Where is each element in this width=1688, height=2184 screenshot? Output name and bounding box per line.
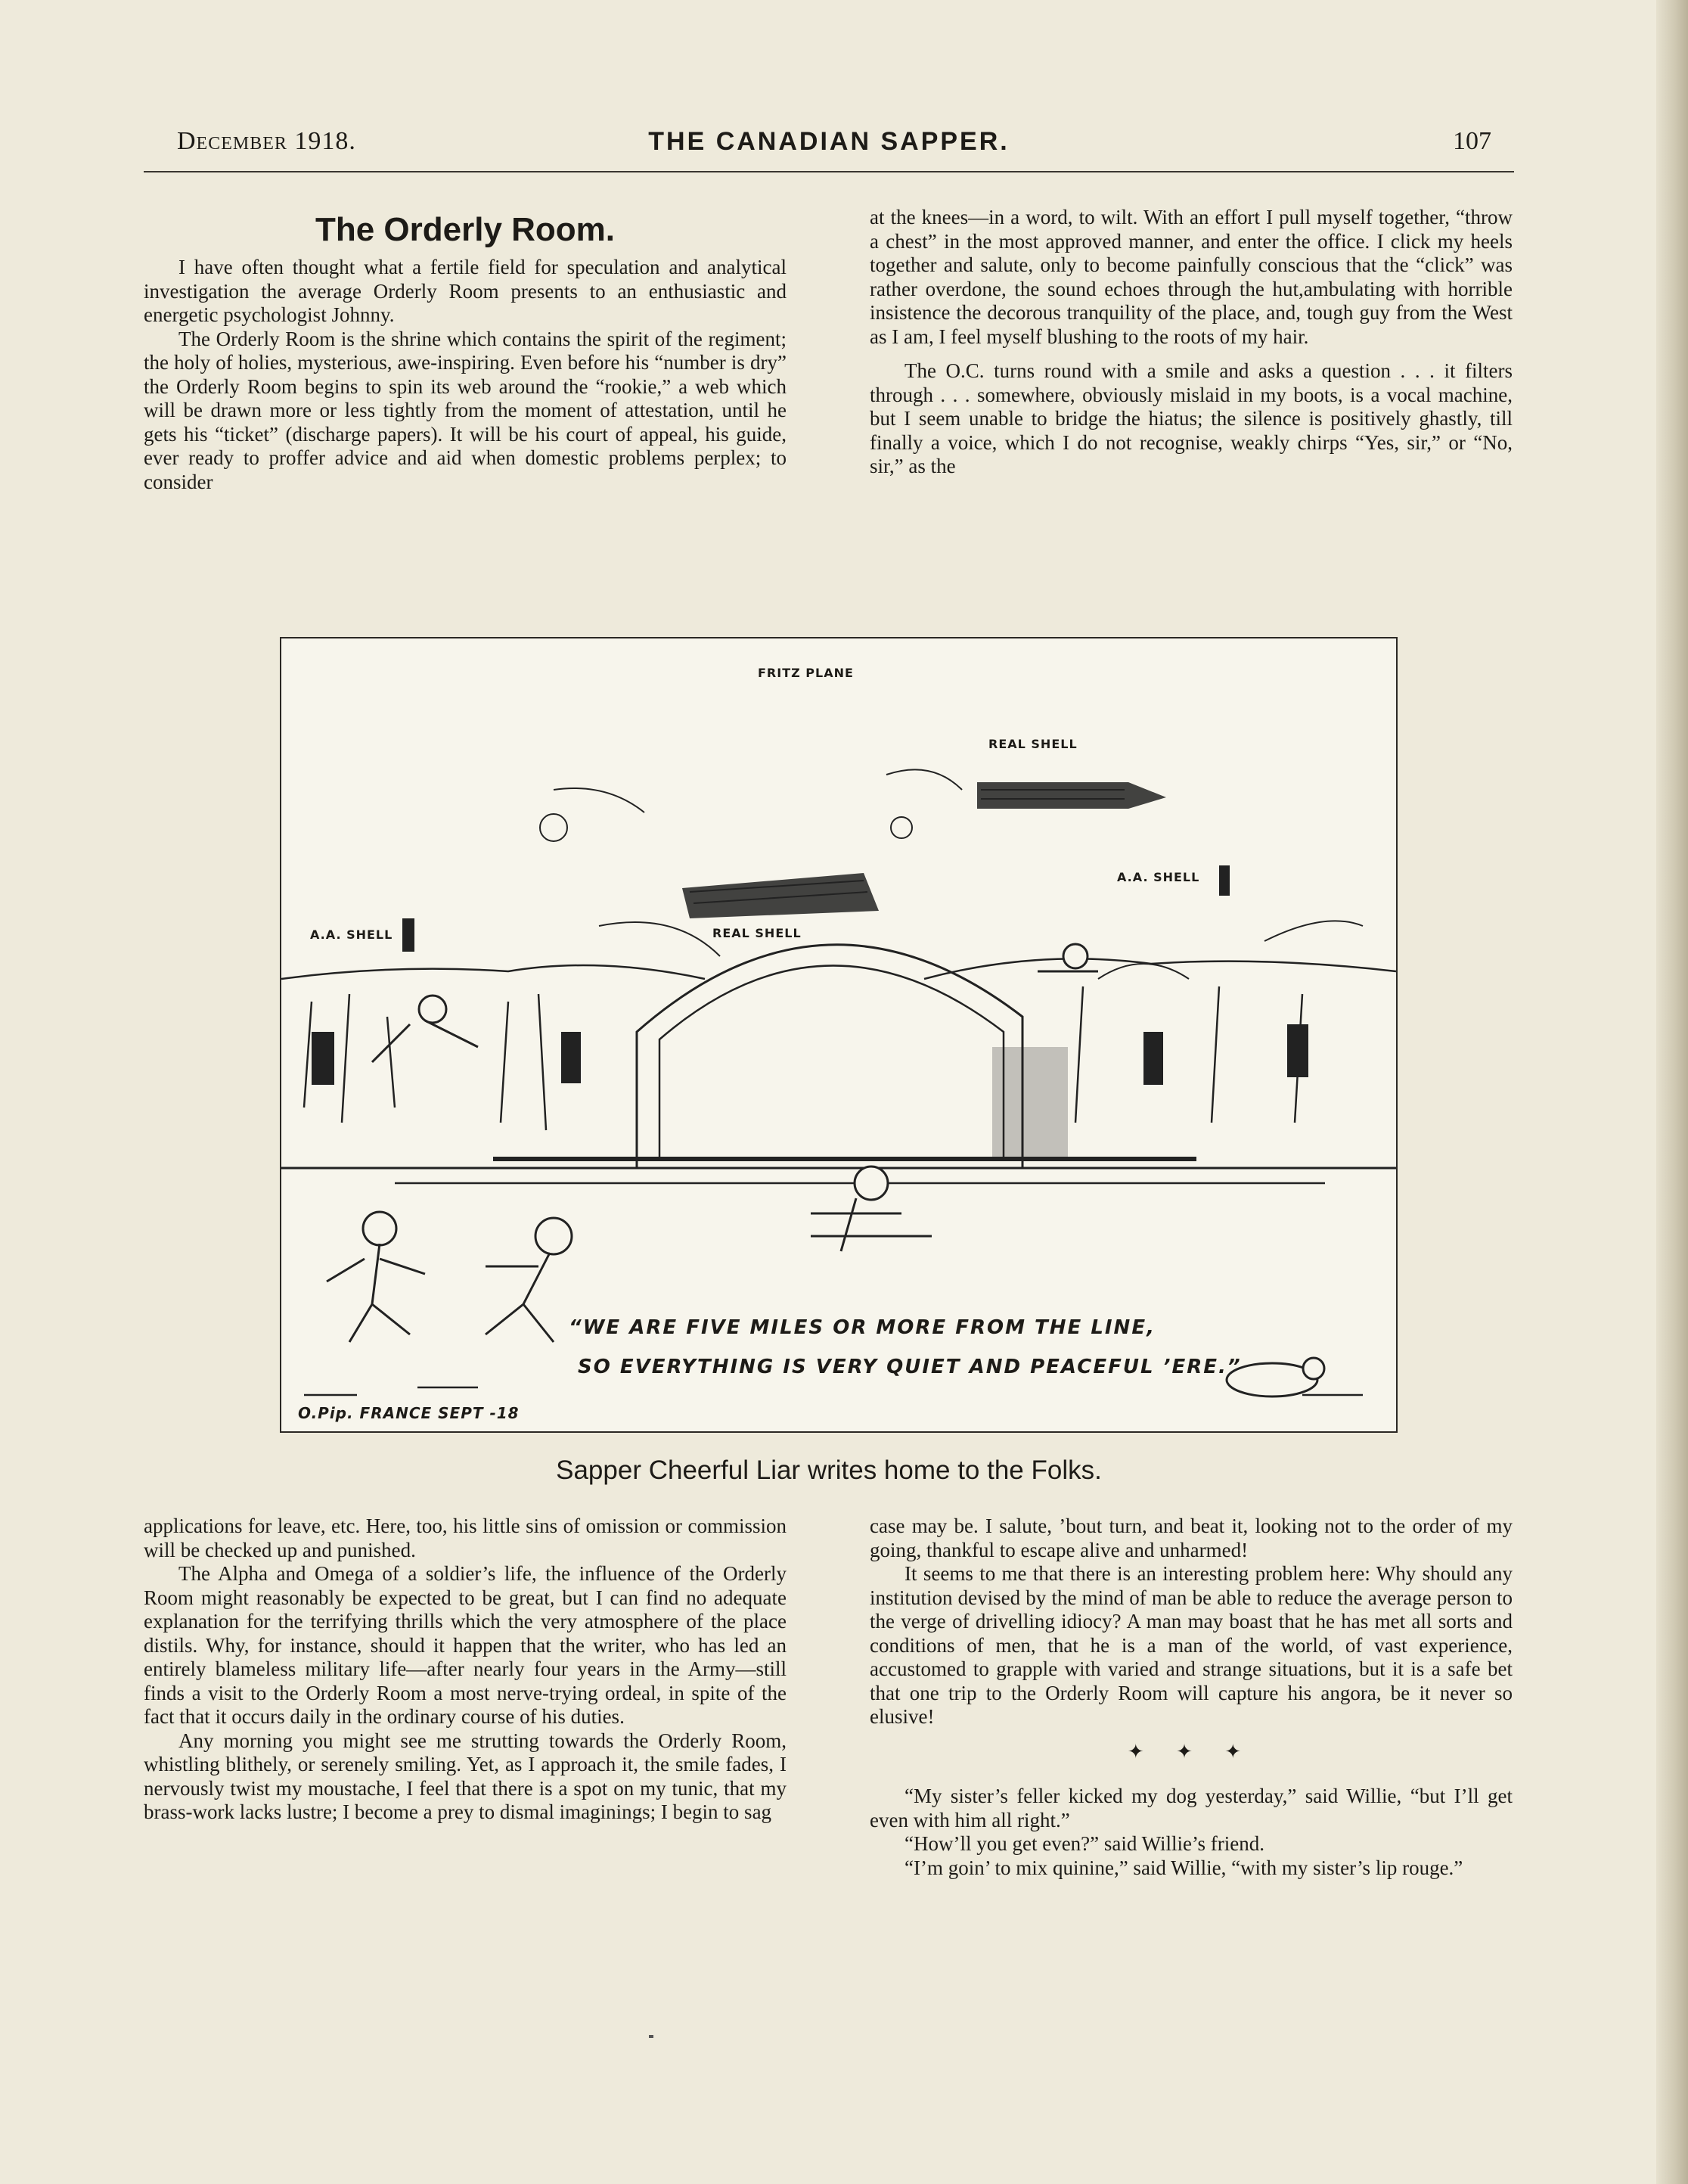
- page-number: 107: [1453, 127, 1491, 155]
- paragraph: The Alpha and Omega of a soldier’s life, the influence of the Orderly Room might reasonably be expected to be great, but I can find no adequate explanation for the terrifying thrills which the very atmosphere of the place distils. Why, for instance, should it happen that the writer, who has led an entirely blameless military life—after nearly four years in the Army—still finds a visit to the Orderly Room a most nerve-trying ordeal, in spite of the fact that it occurs daily in the ordinary course of his duties.: [144, 1562, 787, 1728]
- label-real-shell-top: REAL SHELL: [988, 737, 1078, 751]
- issue-date: December 1918.: [177, 127, 356, 155]
- paragraph: It seems to me that there is an interesting problem here: Why should any institution devised by the mind of man be able to reduce the average person to the verge of drivelling idiocy? A man may boast that he has met all sorts and conditions of men, that he is a man of the world, of vast experience, accustomed to grapple with varied and strange situations, but it is a safe bet that one trip to the Orderly Room will capture his angora, be it never so elusive!: [870, 1562, 1513, 1728]
- paragraph: The O.C. turns round with a smile and asks a question . . . it filters through . . . somewhere, obviously mislaid in my boots, is a vocal machine, but I seem unable to bridge the hiatus; the silence is positively ghastly, till finally a voice, which I do not recognise, weakly chirps “Yes, sir,” or “No, sir,” as the: [870, 359, 1513, 477]
- label-fritz-plane: FRITZ PLANE: [758, 666, 854, 680]
- article-column-right-bottom: [870, 1515, 1513, 1880]
- paragraph: case may be. I salute, ’bout turn, and beat it, looking not to the order of my going, thankful to escape alive and unharmed!: [870, 1515, 1513, 1561]
- running-header: [144, 127, 1514, 157]
- label-aa-shell-right: A.A. SHELL: [1117, 870, 1200, 884]
- print-mark: [649, 2035, 653, 2038]
- article-column-right-top: [870, 206, 1513, 479]
- cartoon-caption: Sapper Cheerful Liar writes home to the Folks.: [556, 1455, 1102, 1485]
- paragraph: The Orderly Room is the shrine which contains the spirit of the regiment; the holy of holies, mysterious, awe-inspiring. Even before his “number is dry” the Orderly Room begins to spin its web around the “rookie,” a web which will be drawn more or less tightly from the moment of attestation, until he gets his “ticket” (discharge papers). It will be his court of appeal, his guide, ever ready to proffer advice and aid when domestic problems perplex; to consider: [144, 327, 787, 493]
- paragraph: I have often thought what a fertile field for speculation and analytical investigation the average Orderly Room presents to an enthusiastic and energetic psychologist Johnny.: [144, 256, 787, 326]
- joke-line: “My sister’s feller kicked my dog yesterday,” said Willie, “but I’ll get even with him all right.”: [870, 1785, 1513, 1831]
- cartoon-quote-line-2: SO EVERYTHING IS VERY QUIET AND PEACEFUL ’ERE.”: [578, 1356, 1242, 1378]
- label-aa-shell-left: A.A. SHELL: [310, 927, 393, 942]
- section-ornament: ✦ ✦ ✦: [1127, 1740, 1255, 1763]
- paragraph: applications for leave, etc. Here, too, his little sins of omission or commission will be checked up and punished.: [144, 1515, 787, 1561]
- page-edge: [1656, 0, 1688, 2184]
- paragraph: at the knees—in a word, to wilt. With an effort I pull myself together, “throw a chest” in the most approved manner, and enter the office. I click my heels together and salute, only to become painfully conscious that the “click” was rather overdone, the sound echoes through the hut,ambulating with horrible insistence the decorous tranquility of the place, and, tough guy from the West as I am, I feel myself blushing to the roots of my hair.: [870, 206, 1513, 348]
- article-column-left-top: [144, 210, 787, 494]
- cartoon-quote-line-1: “WE ARE FIVE MILES OR MORE FROM THE LINE,: [569, 1316, 1156, 1339]
- publication-title: THE CANADIAN SAPPER.: [648, 127, 1010, 156]
- article-title: The Orderly Room.: [315, 211, 616, 248]
- header-rule: [144, 171, 1514, 172]
- cartoon-drawing: [281, 638, 1396, 1431]
- cartoon-illustration: [280, 637, 1398, 1433]
- paragraph: Any morning you might see me strutting towards the Orderly Room, whistling blithely, or serenely smiling. Yet, as I approach it, the smile fades, I nervously twist my moustache, I feel that there is a spot on my tunic, that my brass-work lacks lustre; I become a prey to dismal imaginings; I begin to sag: [144, 1729, 787, 1823]
- artist-signature: O.Pip. FRANCE SEPT -18: [298, 1404, 520, 1422]
- article-column-left-bottom: [144, 1515, 787, 1825]
- joke-line: “I’m goin’ to mix quinine,” said Willie, “with my sister’s lip rouge.”: [905, 1856, 1463, 1879]
- label-real-shell-left: REAL SHELL: [712, 926, 802, 940]
- joke-line: “How’ll you get even?” said Willie’s friend.: [905, 1832, 1265, 1855]
